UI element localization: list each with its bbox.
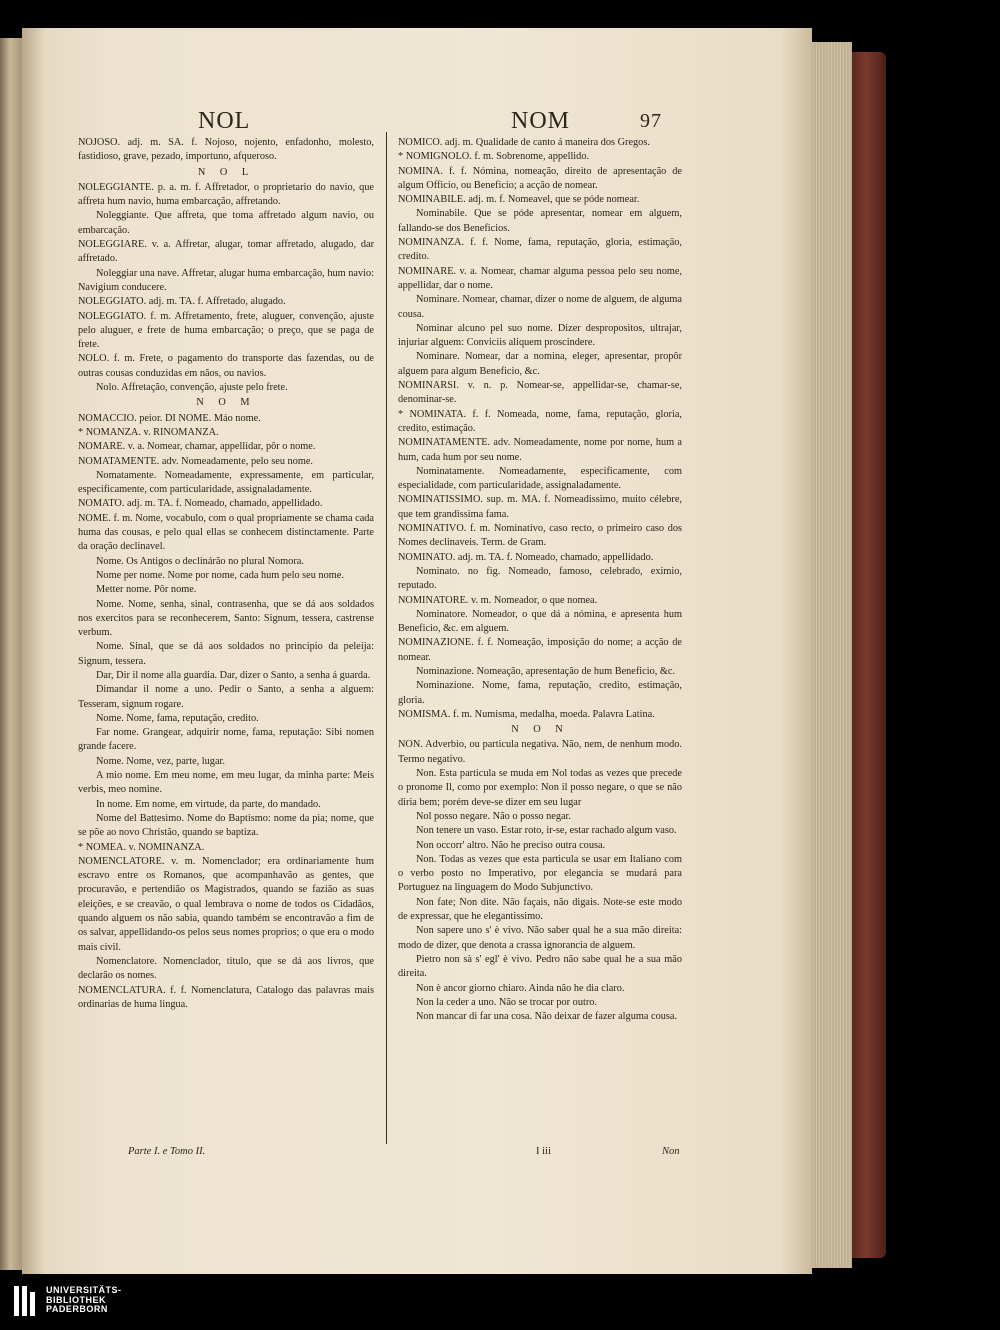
logo-line-1: UNIVERSITÄTS-	[46, 1285, 122, 1295]
book-cover	[852, 52, 886, 1258]
dictionary-entry: Nolo. Affretação, convenção, ajuste pelo frete.	[96, 382, 288, 394]
dictionary-entry: Metter nome. Pôr nome.	[96, 584, 197, 596]
logo-line-2: BIBLIOTHEK	[46, 1294, 106, 1305]
dictionary-entry: * NOMEA. v. NOMINANZA.	[78, 841, 205, 853]
logo-line-3: PADERBORN	[46, 1304, 108, 1314]
dictionary-entry: * NOMANZA. v. RINOMANZA.	[78, 426, 219, 438]
running-head-right: NOM	[511, 108, 571, 134]
dictionary-entry: Non fate; Non dite. Não façais, não digais. Note-se este modo de expressar, que he elegantissimo.	[398, 896, 682, 923]
column-rule	[386, 132, 387, 1144]
dictionary-entry: Nominar alcuno pel suo nome. Dizer despropositos, ultrajar, injuriar alguem: Conviciis aliquem proscindere.	[398, 322, 682, 349]
dictionary-entry: * NOMIGNOLO. f. m. Sobrenome, appellido.	[398, 151, 590, 163]
dictionary-entry: Dar, Dir il nome alla guardia. Dar, dizer o Santo, a senha á guarda.	[96, 669, 371, 681]
dictionary-entry: NOLEGGIARE. v. a. Affretar, alugar, tomar affretado, alugado, dar affretado.	[78, 239, 374, 265]
dictionary-entry: NOMINATIVO. f. m. Nominativo, caso recto, o primeiro caso dos Nomes declinaveis. Term. de Gram.	[398, 523, 682, 549]
dictionary-entry: Non occorr' altro. Não he preciso outra cousa.	[416, 839, 606, 851]
dictionary-entry: NOLEGGIATO. adj. m. TA. f. Affretado, alugado.	[78, 296, 286, 308]
dictionary-entry: NOMATAMENTE. adv. Nomeadamente, pelo seu nome.	[78, 455, 313, 467]
dictionary-entry: NOMINARE. v. a. Nomear, chamar alguma pessoa pelo seu nome, appellidar, dar o nome.	[398, 265, 682, 291]
dictionary-entry: Nominatamente. Nomeadamente, especificamente, com especialidade, com particularidade, assignaladamente.	[398, 465, 682, 492]
dictionary-entry: Nominazione. Nomeação, apresentação de hum Beneficio, &c.	[416, 665, 676, 677]
dictionary-entry: NOMINATO. adj. m. TA. f. Nomeado, chamado, appellidado.	[398, 551, 654, 563]
dictionary-entry: Nominare. Nomear, dar a nomina, eleger, apresentar, propôr alguem para algum Beneficio, &c.	[398, 351, 682, 377]
dictionary-entry: Nominabile. Que se póde apresentar, nomear em alguem, fallando-se dos Beneficios.	[398, 208, 682, 234]
dictionary-entry: Nominatore. Nomeador, o que dá a nómina, e apresenta hum Beneficio, &c. em alguem.	[398, 608, 682, 635]
dictionary-entry: Nol posso negare. Não o posso negar.	[416, 810, 571, 822]
dictionary-entry: NOMINATISSIMO. sup. m. MA. f. Nomeadissimo, muito célebre, que tem grandissima fama.	[398, 494, 682, 520]
dictionary-entry: NOMENCLATURA. f. f. Nomenclatura, Catalogo das palavras mais ordinarias de huma lingua.	[78, 984, 374, 1010]
left-column	[78, 136, 374, 1012]
dictionary-entry: Nome. Nome, fama, reputação, credito.	[96, 712, 259, 724]
dictionary-entry: Pietro non sà s' egl' è vivo. Pedro não sabe qual he a sua mão direita.	[398, 953, 682, 980]
dictionary-entry: NOMARE. v. a. Nomear, chamar, appellidar, pôr o nome.	[78, 441, 316, 453]
dictionary-entry: Non è ancor giorno chiaro. Ainda não he dia claro.	[416, 982, 625, 994]
running-head-left: NOL	[198, 108, 251, 134]
dictionary-entry: Nomenclatore. Nomenclador, titulo, que se dá aos livros, que declarão os nomes.	[78, 955, 374, 982]
dictionary-entry: Nome del Battesimo. Nome do Baptismo: nome da pia; nome, que se põe ao novo Christão, quando se baptiza.	[78, 812, 374, 839]
dictionary-entry: Nome. Nome, vez, parte, lugar.	[96, 755, 225, 767]
dictionary-entry: NON. Adverbio, ou particula negativa. Não, nem, de nenhum modo. Termo negativo.	[398, 739, 682, 765]
dictionary-entry: NOJOSO. adj. m. SA. f. Nojoso, nojento, enfadonho, molesto, fastidioso, grave, pezado, importuno, afqueroso.	[78, 137, 374, 163]
dictionary-entry: NOMACCIO. peior. DI NOME. Máo nome.	[78, 412, 261, 424]
page-stack-edge	[812, 42, 852, 1268]
dictionary-entry: NOMINABILE. adj. m. f. Nomeavel, que se póde nomear.	[398, 194, 640, 206]
dictionary-entry: NOLO. f. m. Frete, o pagamento do transporte das fazendas, ou de outras cousas conduzidas em nãos, ou navios.	[78, 353, 374, 379]
section-heading: N O M	[196, 397, 256, 409]
footer-catchword: Non	[662, 1146, 680, 1157]
dictionary-entry: NOMINANZA. f. f. Nome, fama, reputação, gloria, estimação, credito.	[398, 237, 682, 263]
dictionary-entry: Non. Todas as vezes que esta particula se usar em Italiano com o verbo posto no Imperativo, por elegancia se mudará para Portuguez na linguagem do Modo Subjunctivo.	[398, 853, 682, 894]
dictionary-entry: Non la ceder a uno. Não se trocar por outro.	[416, 996, 597, 1008]
section-heading: N O N	[511, 724, 569, 736]
dictionary-entry: In nome. Em nome, em virtude, da parte, do mandado.	[96, 798, 321, 810]
dictionary-entry: Nome. Sinal, que se dá aos soldados no principio da peleija: Signum, tessera.	[78, 641, 374, 667]
dictionary-entry: Non tenere un vaso. Estar roto, ir-se, estar rachado algum vaso.	[416, 825, 677, 837]
right-column	[398, 136, 682, 1024]
dictionary-entry: NOMINATORE. v. m. Nomeador, o que nomea.	[398, 594, 598, 606]
left-page-edge	[0, 38, 22, 1270]
dictionary-entry: Nominazione. Nome, fama, reputação, credito, estimação, gloria.	[398, 680, 682, 706]
dictionary-entry: NOME. f. m. Nome, vocabulo, com o qual propriamente se chama cada huma das cousas, e pelo qual ellas se conhecem distinctamente. Parte da oração declinavel.	[78, 512, 374, 553]
dictionary-entry: Non. Esta particula se muda em Nol todas as vezes que precede o pronome Il, como por exemplo: Non il posso negare, o que se não diria bem; porém deve-se dizer em seu lugar	[398, 768, 682, 808]
dictionary-entry: Dimandar il nome a uno. Pedir o Santo, a senha a alguem: Tesseram, signum rogare.	[78, 684, 374, 710]
dictionary-entry: NOMISMA. f. m. Numisma, medalha, moeda. Palavra Latina.	[398, 708, 655, 720]
dictionary-entry: Noleggiante. Que affreta, que toma affretado algum navio, ou embarcação.	[78, 210, 374, 236]
dictionary-entry: Nominare. Nomear, chamar, dizer o nome de alguem, de alguma cousa.	[398, 294, 682, 320]
dictionary-entry: NOMENCLATORE. v. m. Nomenclador; era ordinariamente hum escravo entre os Romanos, que acompanhavão as gentes, que procuravão, e pertendião os Magistrados, quando se fazião as suas eleições, e se creavão, o qual lembrava o nome de todos os Cidadãos, quando alguem os não sabia, quando também se encontravão a fim de os salvar, appellidando-os pelos seus nomes proprios; o que era o modo mais civil.	[78, 855, 374, 953]
library-logo-icon	[14, 1286, 36, 1316]
footer-signature: I iii	[536, 1146, 551, 1157]
dictionary-entry: NOLEGGIANTE. p. a. m. f. Affretador, o proprietario do navio, que affreta hum navio, huma embarcação, affretando.	[78, 181, 374, 208]
dictionary-entry: * NOMINATA. f. f. Nomeada, nome, fama, reputação, gloria, credito, estimação.	[398, 408, 682, 434]
dictionary-entry: Non sapere uno s' è vivo. Não saber qual he a sua mão direita: modo de dizer, que denota a crassa ignorancia de alguem.	[398, 925, 682, 951]
dictionary-entry: Noleggiar una nave. Affretar, alugar huma embarcação, hum navio: Navigium conducere.	[78, 267, 374, 293]
dictionary-entry: NOLEGGIATO. f. m. Affretamento, frete, aluguer, convenção, ajuste pelo aluguer, e frete de huma embarcação; o preço, que se paga de frete.	[78, 310, 374, 351]
footer-volume: Parte I. e Tomo II.	[128, 1146, 206, 1157]
dictionary-entry: NOMINAZIONE. f. f. Nomeação, imposição do nome; a acção de nomear.	[398, 637, 682, 663]
section-heading: N O L	[197, 166, 255, 178]
dictionary-entry: Nome per nome. Nome por nome, cada hum pelo seu nome.	[96, 569, 344, 581]
dictionary-entry: NOMINARSI. v. n. p. Nomear-se, appellidar-se, chamar-se, denominar-se.	[398, 380, 682, 406]
dictionary-entry: Nome. Os Antigos o declinárão no plural Nomora.	[96, 555, 304, 567]
dictionary-entry: Nome. Nome, senha, sinal, contrasenha, que se dá aos soldados nos exercitos para se reconhecerem, Santo: Signum, tessera, castrense verbum.	[78, 598, 374, 639]
dictionary-entry: NOMATO. adj. m. TA. f. Nomeado, chamado, appellidado.	[78, 498, 323, 510]
dictionary-entry: NOMINA. f. f. Nómina, nomeação, direito de apresentação de algum Officio, ou Beneficio; a acção de nomear.	[398, 165, 682, 191]
dictionary-entry: NOMICO. adj. m. Qualidade de canto á maneira dos Gregos.	[398, 137, 650, 148]
dictionary-entry: Far nome. Grangear, adquirir nome, fama, reputação: Sibi nomen grande facere.	[78, 727, 374, 753]
dictionary-entry: Nominato. no fig. Nomeado, famoso, celebrado, eximio, reputado.	[398, 565, 682, 592]
dictionary-entry: Non mancar di far una cosa. Não deixar de fazer alguma cousa.	[416, 1011, 678, 1023]
dictionary-entry: NOMINATAMENTE. adv. Nomeadamente, nome por nome, hum a hum, cada hum por seu nome.	[398, 437, 682, 463]
page-number: 97	[640, 110, 662, 132]
dictionary-entry: Nomatamente. Nomeadamente, expressamente, em particular, especificamente, com particularidade, assignaladamente.	[78, 469, 374, 496]
dictionary-entry: A mio nome. Em meu nome, em meu lugar, da minha parte: Meis verbis, meo nomine.	[78, 770, 374, 796]
